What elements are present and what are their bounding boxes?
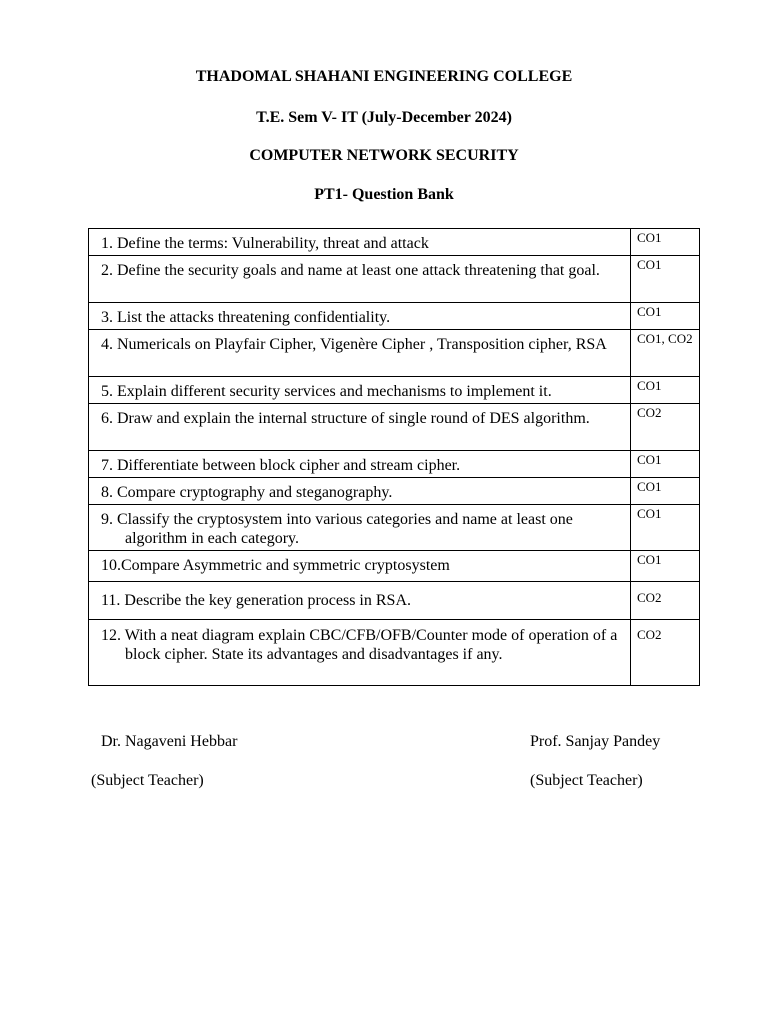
course-outcome: CO1 [631, 551, 700, 582]
exam-title: PT1- Question Bank [314, 186, 454, 203]
question-text: 5. Explain different security services and mechanisms to implement it. [101, 383, 552, 400]
question-text: 3. List the attacks threatening confidentiality. [101, 309, 391, 326]
course-outcome: CO2 [631, 620, 700, 686]
table-row [89, 404, 700, 451]
table-row [89, 229, 700, 256]
right-signatory-role: (Subject Teacher) [530, 772, 643, 789]
course-outcome: CO2 [631, 404, 700, 451]
table-row [89, 478, 700, 505]
course-outcome: CO1 [631, 505, 700, 551]
course-outcome: CO2 [631, 582, 700, 620]
table-row [89, 620, 700, 686]
table-row [89, 303, 700, 330]
table-row [89, 377, 700, 404]
course-outcome: CO1 [631, 303, 700, 330]
question-text: 4. Numericals on Playfair Cipher, Vigenère Cipher , Transposition cipher, RSA [101, 336, 607, 353]
left-signatory-name: Dr. Nagaveni Hebbar [101, 733, 238, 750]
question-text: 9. Classify the cryptosystem into various categories and name at least one algorithm in each category. [101, 511, 573, 547]
right-signatory-name: Prof. Sanjay Pandey [530, 733, 661, 750]
question-text: 6. Draw and explain the internal structure of single round of DES algorithm. [101, 410, 590, 427]
question-text: 1. Define the terms: Vulnerability, threat and attack [101, 235, 429, 252]
question-text: 10.Compare Asymmetric and symmetric cryptosystem [101, 557, 450, 574]
course-outcome: CO1 [631, 256, 700, 303]
subject-title: COMPUTER NETWORK SECURITY [249, 147, 519, 164]
course-outcome: CO1, CO2 [631, 330, 700, 377]
question-text: 12. With a neat diagram explain CBC/CFB/OFB/Counter mode of operation of a block cipher. State its advantages and disadvantages if any. [101, 627, 618, 663]
question-text: 7. Differentiate between block cipher and stream cipher. [101, 457, 461, 474]
college-title: THADOMAL SHAHANI ENGINEERING COLLEGE [195, 68, 573, 85]
table-row [89, 505, 700, 551]
question-text: 11. Describe the key generation process in RSA. [101, 592, 411, 609]
table-row [89, 451, 700, 478]
semester-line: T.E. Sem V- IT (July-December 2024) [256, 109, 512, 126]
left-signatory-role: (Subject Teacher) [91, 772, 204, 789]
question-table [88, 228, 700, 686]
course-outcome: CO1 [631, 451, 700, 478]
course-outcome: CO1 [631, 377, 700, 404]
question-text: 8. Compare cryptography and steganography. [101, 484, 393, 501]
table-row [89, 330, 700, 377]
table-row [89, 582, 700, 620]
question-text: 2. Define the security goals and name at least one attack threatening that goal. [101, 262, 600, 279]
table-row [89, 256, 700, 303]
course-outcome: CO1 [631, 229, 700, 256]
table-row [89, 551, 700, 582]
course-outcome: CO1 [631, 478, 700, 505]
